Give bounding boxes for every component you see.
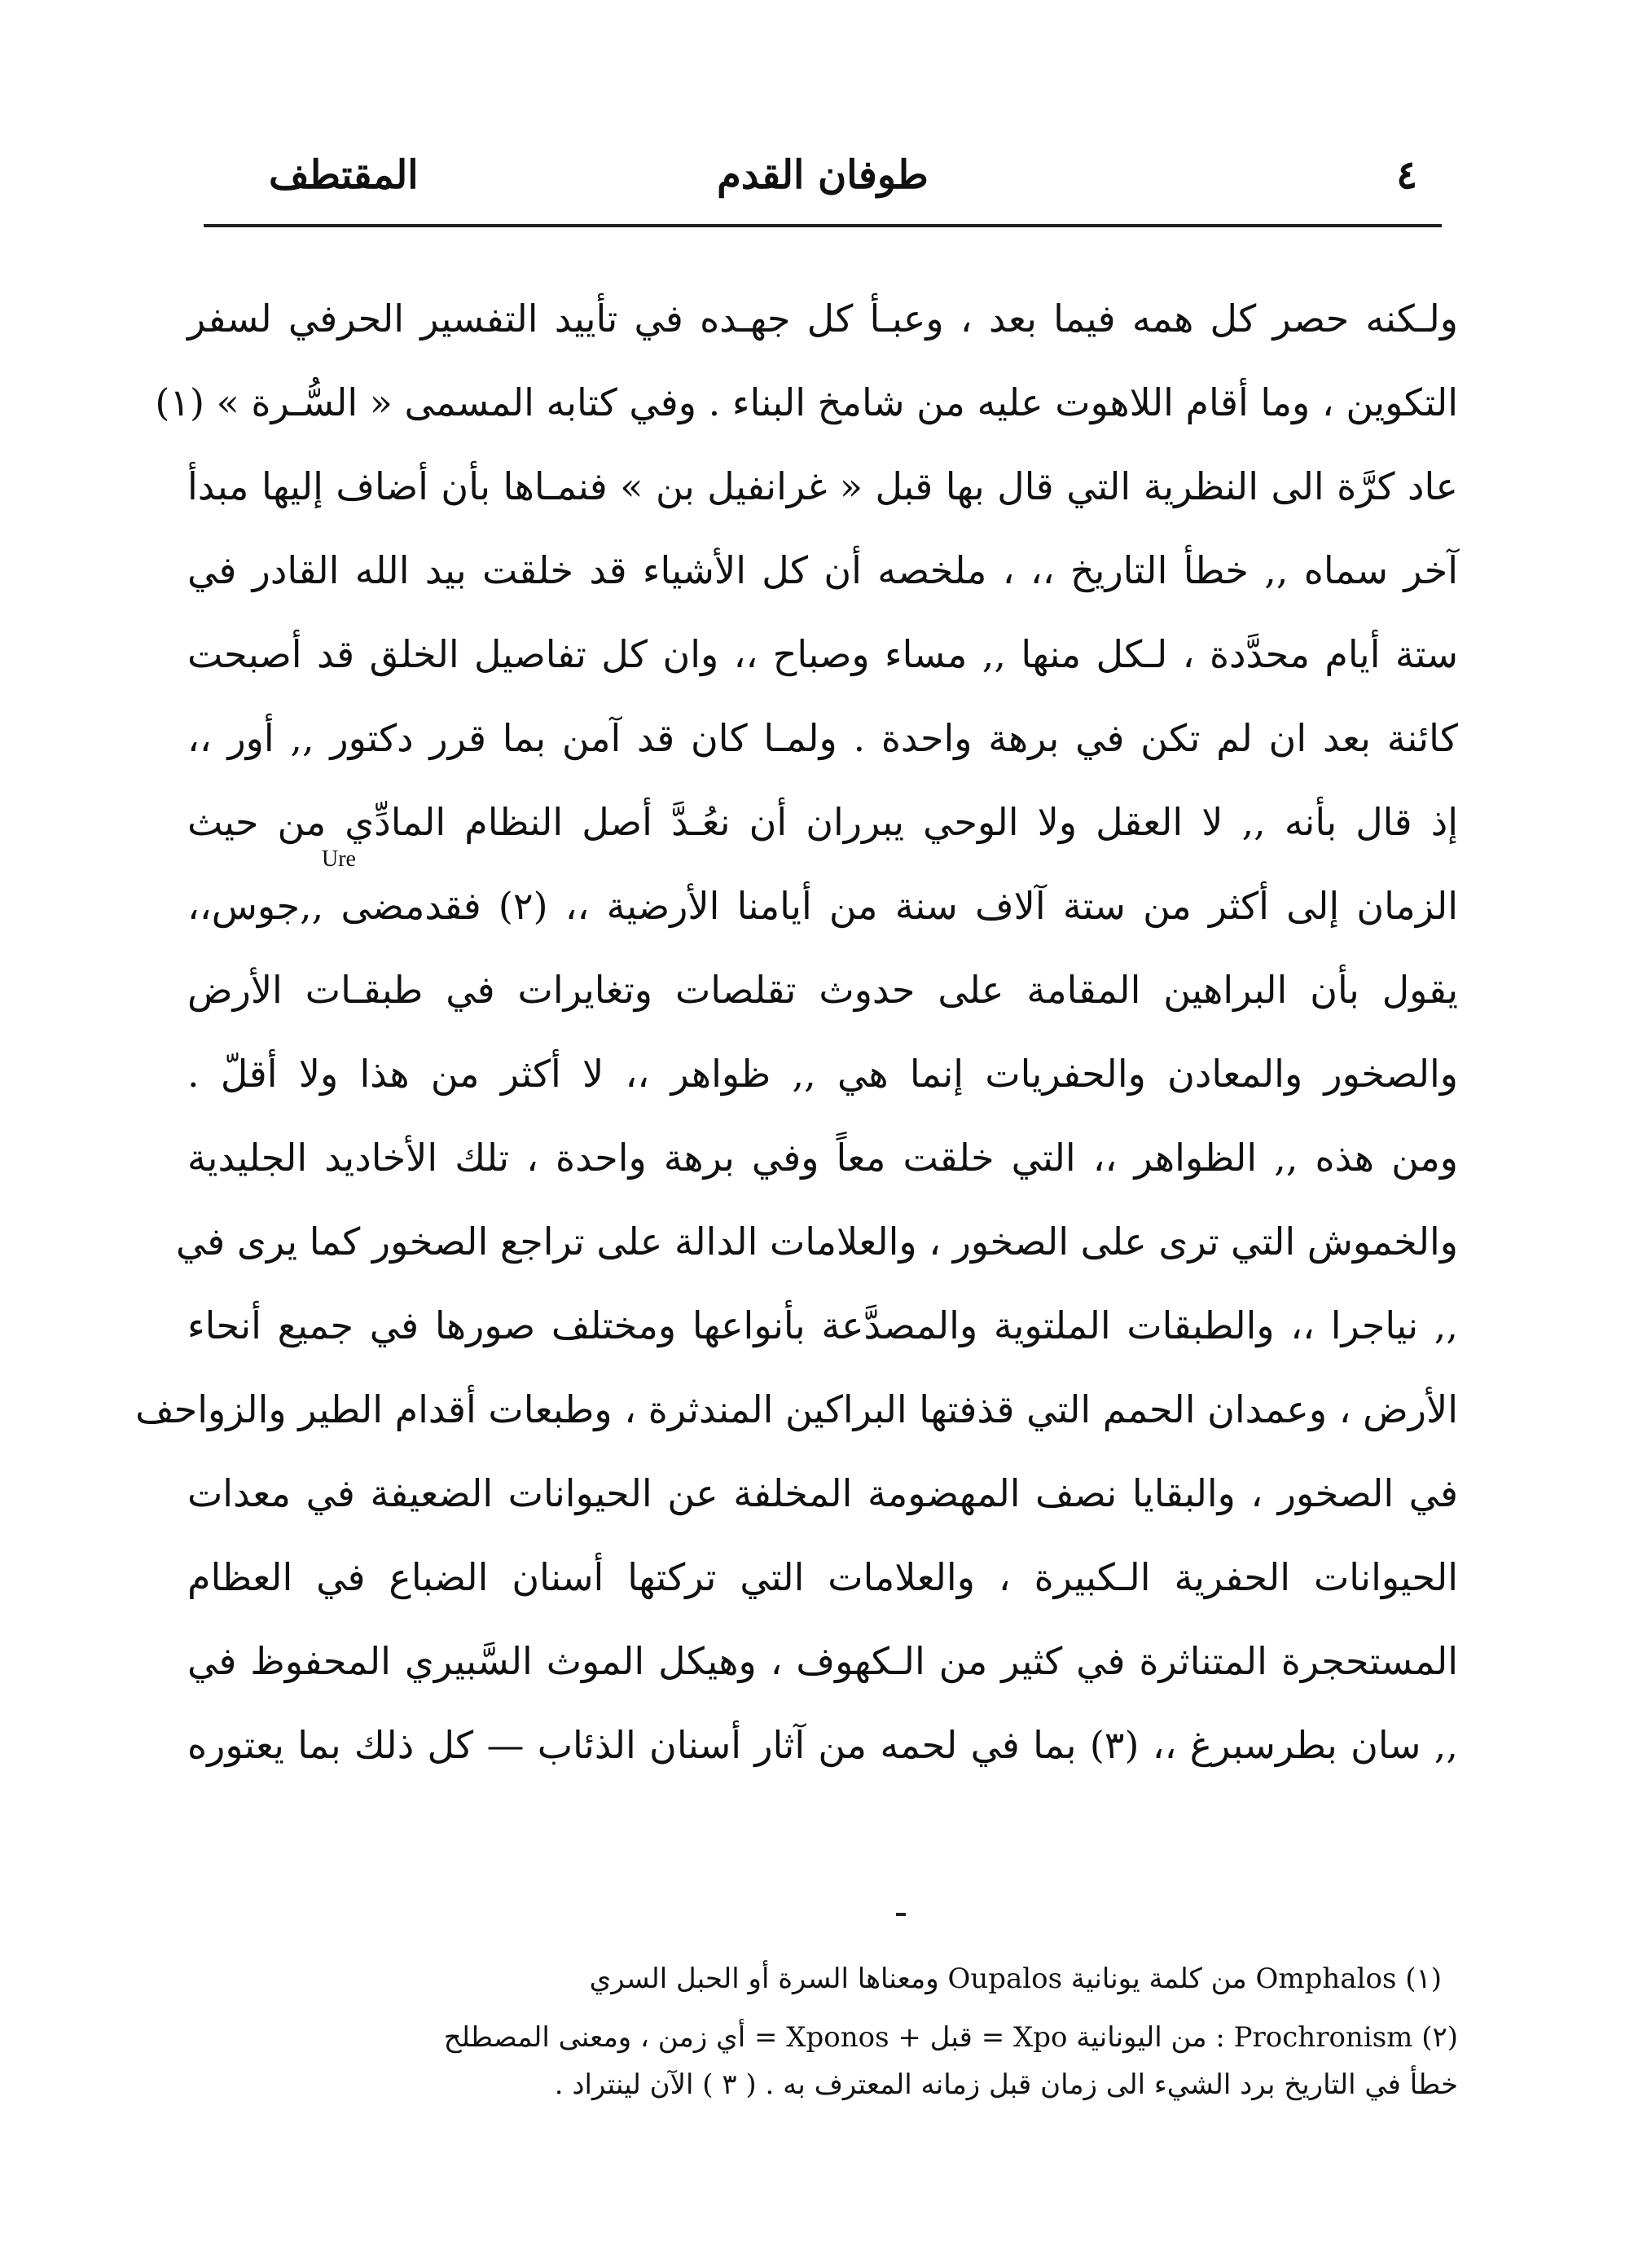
text-line: في الصخور ، والبقايا نصف المهضومة المخلفة عن الحيوانات الضعيفة في معدات: [187, 1471, 1458, 1515]
text-line: يقول بأن البراهين المقامة على حدوث تقلصات وتغايرات في طبقـات الأرض: [187, 968, 1458, 1012]
page-header: [204, 143, 1442, 208]
text-line: والصخور والمعادن والحفريات إنما هي ,, ظواهر ،، لا أكثر من هذا ولا أقلّ .: [187, 1052, 1458, 1096]
text-line: والخموش التي ترى على الصخور ، والعلامات الدالة على تراجع الصخور كما يرى في: [175, 1220, 1458, 1264]
footnote-2-line-2: خطأ في التاريخ برد الشيء الى زمان قبل زمانه المعترف به . ( ٣ ) الآن لينتراد .: [554, 2068, 1458, 2101]
text-line: ,, سان بطرسبرغ ،، (٣) بما في لحمه من آثار أسنان الذئاب — كل ذلك بما يعتوره: [187, 1723, 1458, 1767]
separator-mark: [896, 1913, 906, 1916]
text-line: عاد كرَّة الى النظرية التي قال بها قبل « غرانفيل بن » فنمـاها بأن أضاف إليها مبدأ: [187, 464, 1458, 508]
margin-note: Ure: [322, 846, 356, 872]
text-line: إذ قال بأنه ,, لا العقل ولا الوحي يبرران أن نعُـدَّ أصل النظام المادِّي من حيث: [187, 800, 1458, 844]
text-line: المستحجرة المتناثرة في كثير من الـكهوف ، وهيكل الموث السَّبيري المحفوظ في: [187, 1639, 1458, 1683]
text-line: الحيوانات الحفرية الـكبيرة ، والعلامات التي تركتها أسنان الضباع في العظام: [187, 1555, 1459, 1599]
footnote-2-line-1: (٢) Prochronism : من اليونانية Xpo = قبل + Xponos = أي زمن ، ومعنى المصطلح: [443, 2021, 1458, 2054]
body-text: [135, 277, 1459, 1787]
running-title: طوفان القدم: [717, 152, 929, 198]
text-line: الزمان إلى أكثر من ستة آلاف سنة من أيامنا الأرضية ،، (٢) فقدمضى ,,جوس،،: [187, 884, 1458, 928]
footnote-1: (١) Omphalos من كلمة يونانية Oupalos ومعناها السرة أو الحبل السري: [589, 1963, 1442, 1995]
text-line: ولـكنه حصر كل همه فيما بعد ، وعبـأ كل جهـده في تأييد التفسير الحرفي لسفر: [187, 297, 1458, 341]
page-number: ٤: [1396, 152, 1417, 198]
text-line: آخر سماه ,, خطأ التاريخ ،، ، ملخصه أن كل الأشياء قد خلقت بيد الله القادر في: [187, 548, 1458, 592]
text-line: التكوين ، وما أقام اللاهوت عليه من شامخ البناء . وفي كتابه المسمى « السُّـرة » (١): [155, 380, 1458, 424]
header-rule: [204, 224, 1442, 227]
text-line: الأرض ، وعمدان الحمم التي قذفتها البراكين المندثرة ، وطبعات أقدام الطير والزواحف: [135, 1387, 1458, 1431]
text-line: ستة أيام محدَّدة ، لـكل منها ,, مساء وصباح ،، وان كل تفاصيل الخلق قد أصبحت: [187, 632, 1458, 676]
text-line: ومن هذه ,, الظواهر ،، التي خلقت معاً وفي برهة واحدة ، تلك الأخاديد الجليدية: [187, 1136, 1458, 1180]
footnotes: [187, 1955, 1458, 2108]
text-line: ,, نياجرا ،، والطبقات الملتوية والمصدَّعة بأنواعها ومختلف صورها في جميع أنحاء: [187, 1303, 1458, 1347]
text-line: كائنة بعد ان لم تكن في برهة واحدة . ولمـا كان قد آمن بما قرر دكتور ,, أور ،،: [187, 716, 1458, 760]
journal-name: المقتطف: [269, 152, 419, 198]
